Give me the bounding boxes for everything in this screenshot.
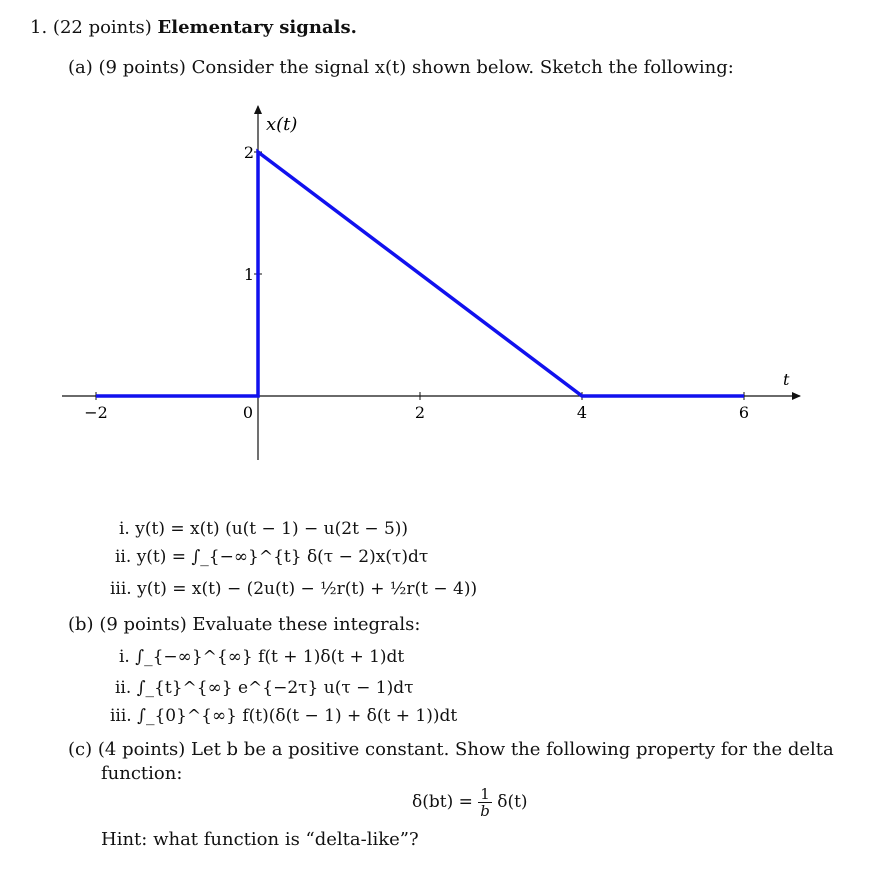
- formula-denominator: b: [480, 802, 490, 820]
- signal-plot: [0, 100, 886, 570]
- part-c-line2: function:: [101, 763, 183, 784]
- part-b-text: (9 points) Evaluate these integrals:: [99, 614, 421, 635]
- part-c-line1: (4 points) Let b be a positive constant. Show the following property for the delta: [97, 739, 834, 760]
- item-expression: y(t) = x(t) (u(t − 1) − u(2t − 5)): [135, 519, 409, 539]
- part-c-label: (c): [68, 739, 93, 760]
- problem-heading: [30, 17, 357, 38]
- part-b-prompt: [68, 614, 420, 635]
- formula-numerator: 1: [480, 785, 490, 803]
- item-expression: y(t) = x(t) − (2u(t) − ½r(t) + ½r(t − 4)): [137, 579, 478, 599]
- part-b-label: (b): [68, 614, 94, 635]
- part-a-item-i: [119, 519, 408, 539]
- part-c-prompt: [68, 739, 834, 760]
- item-label: ii.: [115, 678, 132, 698]
- part-b-item-ii: [115, 678, 414, 698]
- signal-line: [96, 152, 744, 396]
- x-tick-label: 6: [738, 403, 750, 422]
- item-expression: ∫_{0}^{∞} f(t)(δ(t − 1) + δ(t + 1))dt: [137, 706, 458, 726]
- x-tick-label: 4: [576, 403, 588, 422]
- problem-number: 1.: [30, 17, 48, 38]
- part-a-item-iii: [110, 579, 477, 599]
- part-a-prompt: [68, 57, 734, 78]
- y-tick-label: 1: [243, 265, 254, 284]
- part-b-item-i: [119, 647, 404, 667]
- part-a-label: (a): [68, 57, 93, 78]
- formula-lhs: δ(bt) =: [412, 792, 473, 812]
- item-expression: y(t) = ∫_{−∞}^{t} δ(τ − 2)x(τ)dτ: [136, 547, 429, 567]
- item-expression: ∫_{t}^{∞} e^{−2τ} u(τ − 1)dτ: [136, 678, 414, 698]
- problem-title: Elementary signals.: [157, 17, 357, 38]
- x-axis-label: t: [783, 370, 790, 389]
- item-label: ii.: [115, 547, 132, 567]
- item-label: iii.: [110, 579, 132, 599]
- formula-fraction: [478, 786, 492, 819]
- y-tick-label: 2: [243, 143, 254, 162]
- part-a-text: (9 points) Consider the signal x(t) shown below. Sketch the following:: [98, 57, 734, 78]
- part-b-item-iii: [110, 706, 457, 726]
- x-tick-label: 0: [242, 403, 253, 422]
- problem-points: (22 points): [52, 17, 152, 38]
- item-label: iii.: [110, 706, 132, 726]
- part-c-hint: Hint: what function is “delta-like”?: [101, 829, 419, 850]
- item-label: i.: [119, 647, 130, 667]
- item-expression: ∫_{−∞}^{∞} f(t + 1)δ(t + 1)dt: [135, 647, 405, 667]
- y-axis-label: x(t): [266, 114, 298, 135]
- x-tick-label: −2: [84, 403, 108, 422]
- item-label: i.: [119, 519, 130, 539]
- delta-scaling-formula: [412, 784, 528, 820]
- part-a-item-ii: [115, 547, 428, 567]
- x-tick-label: 2: [414, 403, 426, 422]
- formula-rhs: δ(t): [497, 792, 528, 812]
